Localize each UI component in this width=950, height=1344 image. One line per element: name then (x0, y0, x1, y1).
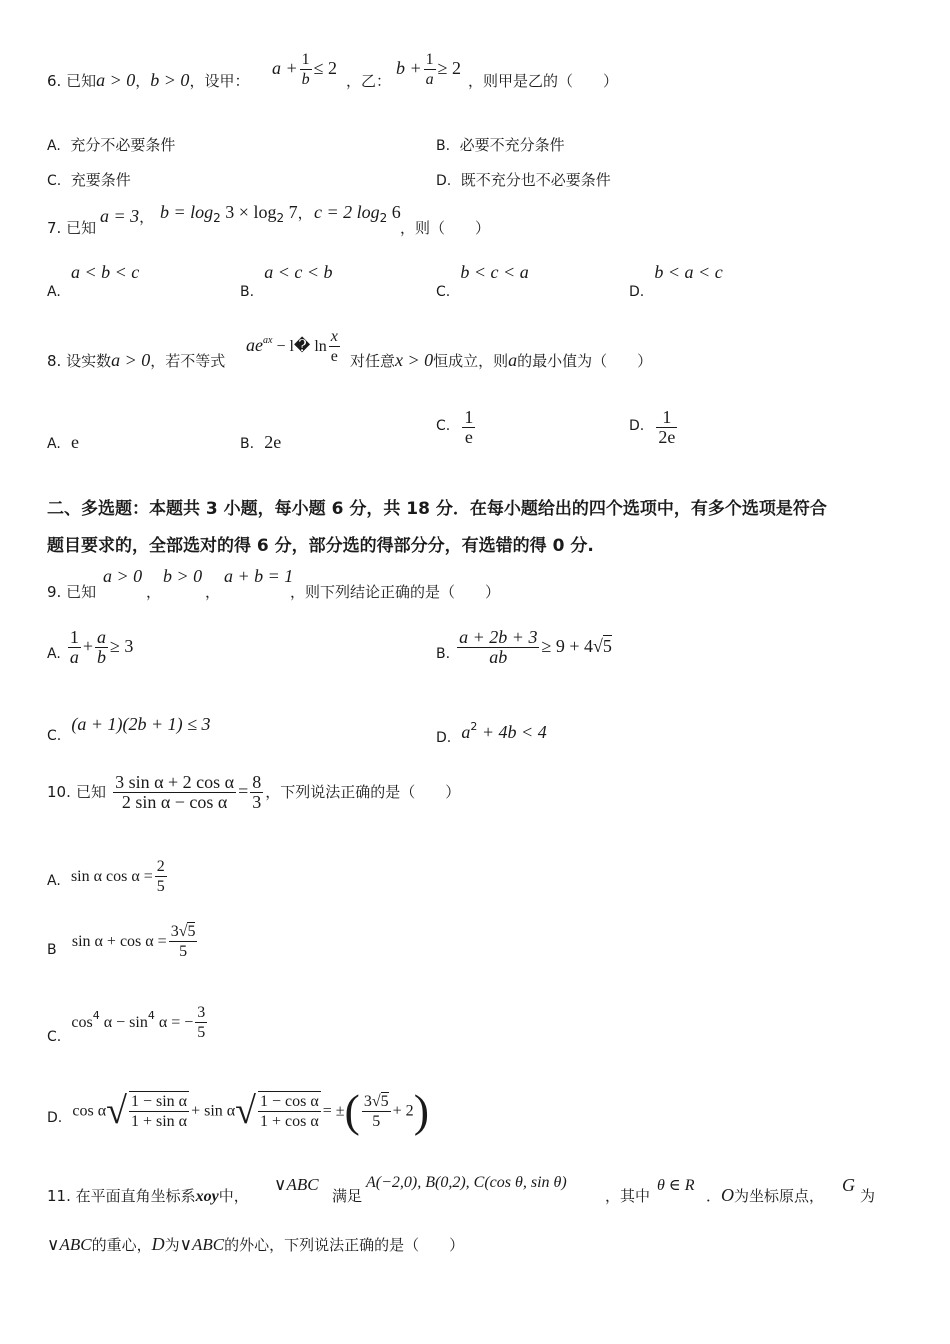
section-2-heading-cont: 题目要求的，全部选对的得 6 分，部分选的得部分分，有选错的得 0 分. (47, 536, 594, 556)
q8-option-c: C. $\frac{1}{e}$ (436, 407, 474, 447)
q9-stem-post: ，则下列结论正确的是（ ） (290, 583, 501, 601)
q9-option-a: A. $\frac{1}{a}$ + $\frac{a}{b}$ ≥ 3 (47, 627, 134, 667)
q7-stem: 7. 已知 (47, 219, 97, 237)
q11-origin: ．O为坐标原点， (706, 1185, 825, 1205)
q8-stem-post: 对任意x > 0恒成立，则a的最小值为（ ） (350, 350, 653, 370)
q11-stem-line2: ∨ABC的重心，D为∨ABC的外心，下列说法正确的是（ ） (47, 1234, 465, 1254)
q8-option-d: D. $\frac{1}{2e}$ (629, 407, 676, 447)
q9-cond-1: a > 0 (103, 566, 143, 586)
q9-option-c: C. (a + 1)(2b + 1) ≤ 3 (47, 714, 211, 744)
q9-cond-2: b > 0 (163, 566, 203, 586)
q6-yi-label: ，乙： (346, 72, 392, 90)
q6-yi-expr: b + $\frac{1}{a}$ ≥ 2 (396, 51, 462, 88)
q10-option-b: B sin α + cos α = $\frac{3√5}{5}$ (47, 923, 196, 960)
q11-wei: 为 (860, 1187, 876, 1205)
q8-option-b: B. 2e (240, 432, 282, 452)
q7-option-c: C. b < c < a (436, 262, 529, 300)
q11-g: G (842, 1175, 855, 1195)
q11-points: A(−2,0), B(0,2), C(cos θ, sin θ) (366, 1174, 567, 1191)
q10-option-a: A. sin α cos α = $\frac{2}{5}$ (47, 858, 165, 895)
q7-b-expr: $b = \log_2 3 \times \log_2 7$， (160, 202, 313, 225)
q11-satisfies: 满足 (332, 1187, 363, 1205)
q9-sep-1: ， (146, 583, 162, 601)
q8-option-a: A. e (47, 432, 79, 452)
q8-inequality: $ae^{ax}$ − l� ln $\frac{x}{e}$ (246, 328, 338, 365)
q6-post: ，则甲是乙的（ ） (468, 72, 619, 90)
q6-stem: 6. 已知a > 0，b > 0，设甲： (47, 70, 250, 90)
q6-option-c: C. 充要条件 (47, 171, 131, 189)
q6-jia-expr: a + $\frac{1}{b}$ ≤ 2 (272, 51, 338, 88)
q7-c-expr: c = 2 $\log_2 6$ (314, 202, 401, 225)
q10-option-d: D. cos α√ $\frac{\text{1 − sin α}}{\text{1 + sin α}}$ + sin α√ $\frac{\text{1 − cos α}}{\text{1 + cos α}}$ = ±( $\frac{3√5}{5}$ + 2) (47, 1085, 430, 1136)
q10-option-c: C. $\cos^4 \alpha - \sin^4 \alpha$ = − $\frac{3}{5}$ (47, 1004, 206, 1045)
q9-sep-2: ， (205, 583, 221, 601)
q7-a-expr: a = 3， (100, 206, 155, 226)
q6-option-b: B. 必要不充分条件 (436, 136, 565, 154)
q10-stem: 10. 已知 $\frac{\text{3 sin α + 2 cos α}}{\text{2 sin α − cos α}}$ = $\frac{8}{3}$ ，下列说法正确的是（ ） (47, 772, 461, 812)
q6-option-d: D. 既不充分也不必要条件 (436, 171, 611, 189)
q9-cond-3: a + b = 1 (224, 566, 294, 586)
q11-stem-line1a: 11. 在平面直角坐标系xoy中， (47, 1187, 249, 1205)
q11-where: ，其中 (605, 1187, 651, 1205)
section-2-heading: 二、多选题：本题共 3 小题，每小题 6 分，共 18 分．在每小题给出的四个选项中，有多个选项是符合 (47, 499, 827, 519)
q6-option-a: A. 充分不必要条件 (47, 136, 176, 154)
q7-post: ，则（ ） (400, 219, 491, 237)
q8-stem-pre: 8. 设实数a > 0，若不等式 (47, 350, 226, 370)
q7-option-d: D. b < a < c (629, 262, 723, 300)
q7-option-b: B. a < c < b (240, 262, 333, 300)
q11-theta: θ ∈ R (657, 1177, 695, 1194)
q7-option-a: A. a < b < c (47, 262, 140, 300)
q11-triangle: ∨ABC (274, 1175, 319, 1194)
q9-option-b: B. $\frac{a + 2b + 3}{ab}$ ≥ 9 + 4√5 (436, 627, 612, 667)
q9-option-d: D. $a^2 + 4b < 4$ (436, 720, 547, 746)
q9-stem-pre: 9. 已知 (47, 583, 97, 601)
